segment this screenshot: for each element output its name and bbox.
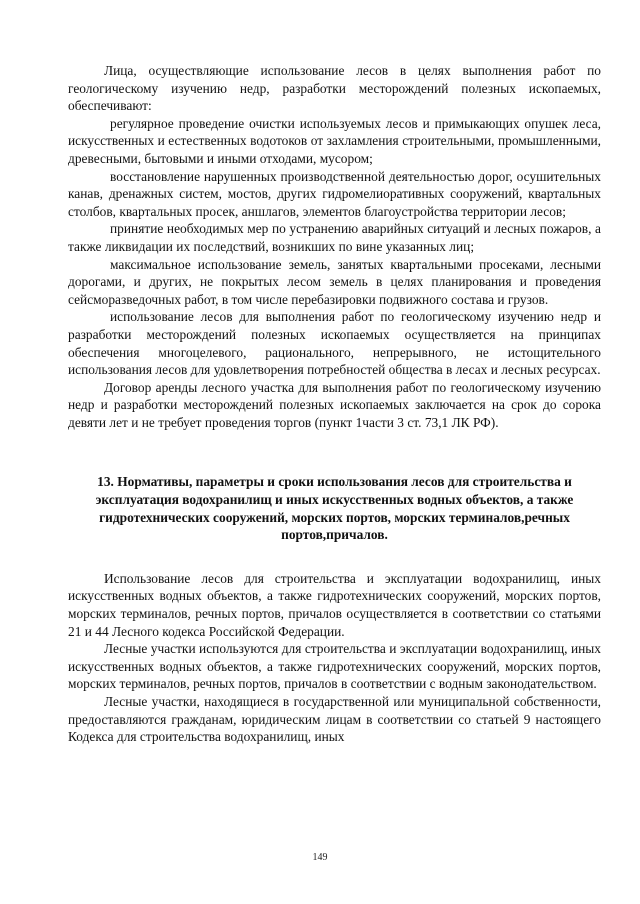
- paragraph-water-legislation: Лесные участки используются для строительства и эксплуатации водохранилищ, иных искусственных водных объектов, а также гидротехнических сооружений, морских портов, морских терминалов, речных портов, причалов в соответствии с водным законодательством.: [68, 641, 601, 692]
- paragraph-lease-agreement: Договор аренды лесного участка для выполнения работ по геологическому изучению недр и разработки месторождений полезных ископаемых заключается на срок до сорока девяти лет и не требует проведения торгов (пункт 1части 3 ст. 73,1 ЛК РФ).: [68, 379, 601, 430]
- list-item-land-use: максимальное использование земель, занятых квартальными просеками, лесными дорогами, и других, не покрытых лесом земель в целях планирования и проведения сейсморазведочных работ, в том числе перебазировки подвижного состава и грузов.: [68, 256, 601, 307]
- list-item-emergency-measures: принятие необходимых мер по устранению аварийных ситуаций и лесных пожаров, а также ликвидации их последствий, возникших по вине указанных лиц;: [68, 221, 601, 254]
- page-number: 149: [312, 852, 328, 863]
- paragraph-reservoir-use: Использование лесов для строительства и эксплуатации водохранилищ, иных искусственных водных объектов, а также гидротехнических сооружений, морских портов, морских терминалов, речных портов, причалов осуществляется в соответствии со статьями 21 и 44 Лесного кодекса Российской Федерации.: [68, 570, 601, 639]
- document-page: [68, 62, 601, 746]
- paragraph-geology-intro: Лица, осуществляющие использование лесов в целях выполнения работ по геологическому изучению недр, разработки месторождений полезных ископаемых, обеспечивают:: [68, 63, 601, 114]
- list-item-restoration: восстановление нарушенных производственной деятельностью дорог, осушительных канав, дренажных систем, мостов, других гидромелиоративных сооружений, квартальных столбов, квартальных просек, аншлагов, элементов благоустройства территории лесов;: [68, 168, 601, 219]
- list-item-principles: использование лесов для выполнения работ по геологическому изучению недр и разработки месторождений полезных ископаемых осуществляется на принципах обеспечения многоцелевого, рационального, непрерывного, не истощительного использования лесов для удовлетворения потребностей общества в лесах и лесных ресурсах.: [68, 309, 601, 378]
- paragraph-state-property: Лесные участки, находящиеся в государственной или муниципальной собственности, предоставляются гражданам, юридическим лицам в соответствии со статьей 9 настоящего Кодекса для строительства водохранилищ, иных: [68, 694, 601, 745]
- section-heading-13: 13. Нормативы, параметры и сроки использования лесов для строительства и эксплуатация водохранилищ и иных искусственных водных объектов, а также гидротехнических сооружений, морских портов, морских терминалов,речных портов,причалов.: [95, 474, 574, 543]
- list-item-cleaning: регулярное проведение очистки используемых лесов и примыкающих опушек леса, искусственных и естественных водотоков от захламления строительными, промышленными, древесными, бытовыми и иными отходами, мусором;: [68, 115, 601, 166]
